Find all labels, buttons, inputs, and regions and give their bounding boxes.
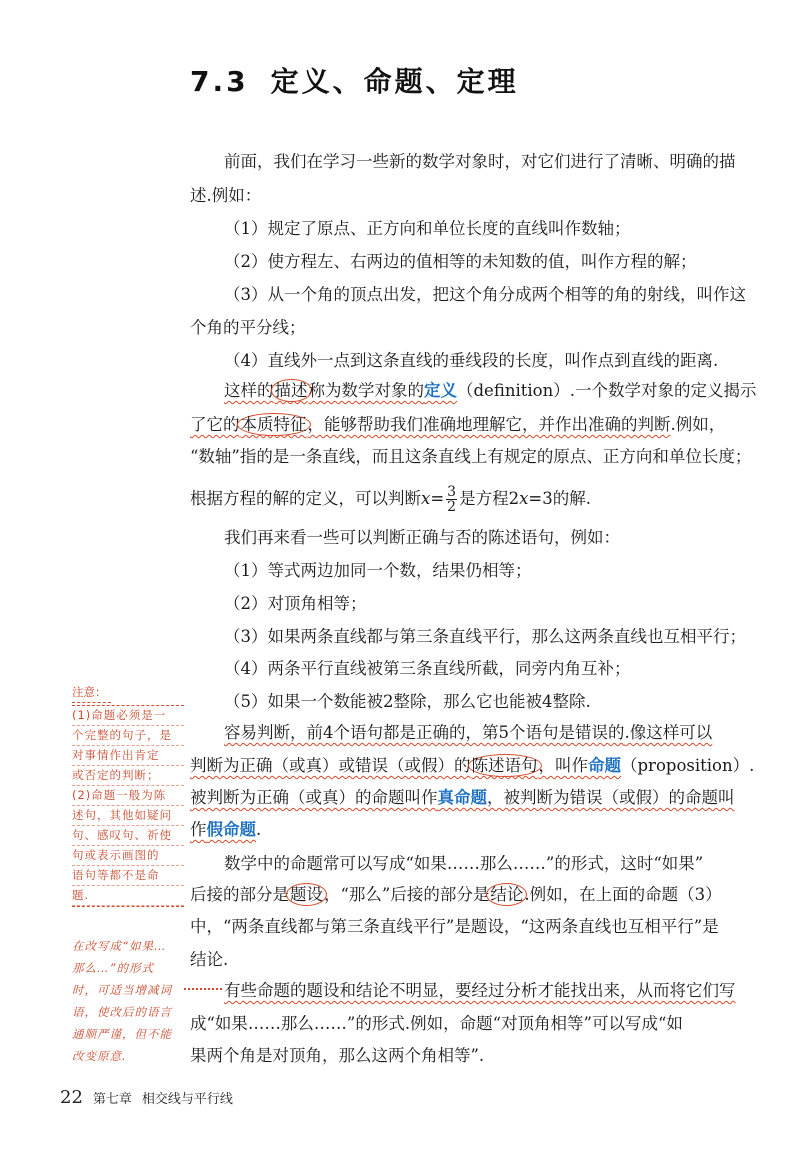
keyword-false-proposition: 假命题 — [206, 820, 256, 839]
text-span: ，“那么”后接的部分是 — [324, 885, 490, 904]
side-note-line: 语句等都不是命 — [72, 866, 184, 886]
handwritten-note-line: 语，使改后的语言 — [72, 1005, 172, 1019]
text-span: .例如，在上面的命题（3） — [524, 885, 722, 904]
circled-term: 题设 — [286, 883, 327, 906]
fraction-numerator: 3 — [447, 484, 457, 500]
chapter-label: 第七章 — [92, 1092, 132, 1107]
text-span: 是方程2 — [459, 489, 520, 508]
list-item: （1）等式两边加同一个数，结果仍相等； — [224, 561, 532, 580]
text-line: 述.例如： — [190, 186, 262, 205]
page-footer — [60, 1087, 233, 1108]
side-note-body — [72, 705, 184, 907]
text-span: .例如， — [670, 415, 726, 434]
text-span: 判断为正确（或真）或错误（或假）的 — [190, 756, 471, 775]
handwritten-note — [72, 935, 197, 1067]
side-note — [72, 683, 184, 907]
proposition-line — [190, 755, 754, 777]
text-span: 后接的部分是 — [190, 885, 289, 904]
fraction — [446, 485, 457, 514]
list-item: （4）两条平行直线被第三条直线所截，同旁内角互补； — [224, 659, 631, 678]
list-item: （2）使方程左、右两边的值相等的未知数的值，叫作方程的解； — [224, 252, 697, 271]
list-item: （3）如果两条直线都与第三条直线平行，那么这两条直线也互相平行； — [224, 627, 746, 646]
page-number: 22 — [60, 1087, 83, 1108]
circled-term: 陈述语句 — [468, 754, 542, 777]
text-line: 数学中的命题常可以写成“如果……那么……”的形式，这时“如果” — [224, 854, 704, 873]
chapter-title: 相交线与平行线 — [141, 1092, 233, 1107]
text-line: 果两个角是对顶角，那么这两个角相等”. — [190, 1046, 485, 1065]
text-line — [190, 485, 591, 514]
text-span: ，能够帮助我们准确地理解它，并作出准确的判断 — [307, 415, 671, 434]
text-line — [190, 884, 722, 906]
list-item: （1）规定了原点、正方向和单位长度的直线叫作数轴； — [224, 219, 631, 238]
text-span: （proposition）. — [621, 756, 755, 775]
text-line: 结论. — [190, 950, 229, 969]
side-note-line: 或否定的判断； — [72, 766, 184, 786]
handwritten-note-line: 在改写成“如果… — [72, 939, 167, 953]
handwritten-note-line: 改变原意. — [72, 1049, 127, 1063]
math-var: x — [421, 489, 431, 508]
text-line: 中，“两条直线都与第三条直线平行”是题设，“这两条直线也互相平行”是 — [190, 917, 719, 936]
definition-line — [224, 380, 756, 402]
text-line — [224, 980, 736, 1002]
side-note-heading: 注意： — [72, 683, 111, 703]
text-span: 容易判断，前4个语句都是正确的，第5个语句是错误的 — [224, 723, 625, 742]
side-note-line: 句或表示画图的 — [72, 846, 184, 866]
text-span: 了它的 — [190, 415, 240, 434]
text-span: （definition）.一个数学对象的定义揭示 — [457, 381, 757, 400]
section-title-text: 定义、命题、定理 — [270, 65, 519, 98]
text-line: 成“如果……那么……”的形式.例如，命题“对顶角相等”可以写成“如 — [190, 1014, 683, 1033]
text-line: 我们再来看一些可以判断正确与否的陈述语句，例如： — [224, 528, 620, 547]
math-var: x — [519, 489, 529, 508]
text-span: 根据方程的解的定义，可以判断 — [190, 489, 421, 508]
text-span: ，叫作 — [538, 756, 588, 775]
text-span: 被判断为正确（或真）的命题叫作 — [190, 788, 438, 807]
side-note-line: 对事情作出肯定 — [72, 746, 184, 766]
proposition-line — [190, 819, 261, 841]
proposition-line — [190, 787, 735, 809]
section-number: 7.3 — [190, 65, 249, 98]
text-span: .像这样可以 — [624, 723, 713, 742]
circled-term: 结论 — [486, 883, 527, 906]
text-span: = — [430, 489, 445, 508]
side-note-line: (2)命题一般为陈 — [72, 786, 184, 806]
circled-term: 本质特征 — [237, 413, 311, 436]
text-span: =3的解. — [528, 489, 591, 508]
side-note-line: 题. — [72, 886, 184, 906]
text-line: “数轴”指的是一条直线，而且这条直线上有规定的原点、正方向和单位长度； — [190, 447, 752, 466]
text-span: 称为数学对象的 — [308, 381, 424, 400]
proposition-line — [224, 722, 712, 744]
circled-term: 描述 — [271, 379, 312, 402]
text-line: 前面，我们在学习一些新的数学对象时，对它们进行了清晰、明确的描 — [224, 152, 736, 171]
list-item: （2）对顶角相等； — [224, 594, 367, 613]
list-item: （3）从一个角的顶点出发，把这个角分成两个相等的角的射线，叫作这 — [224, 285, 746, 304]
text-span: . — [256, 820, 262, 839]
text-span: 作 — [190, 820, 207, 839]
keyword-definition: 定义 — [424, 381, 457, 400]
text-line: 个角的平分线； — [190, 318, 306, 337]
side-note-line: (1)命题必须是一 — [72, 706, 184, 726]
list-item: （5）如果一个数能被2整除，那么它也能被4整除. — [224, 692, 591, 711]
side-note-line: 句、感叹句、祈使 — [72, 826, 184, 846]
list-item: （4）直线外一点到这条直线的垂线段的长度，叫作点到直线的距离. — [224, 351, 719, 370]
text-span: 这样的 — [224, 381, 274, 400]
handwritten-note-line: 时，可适当增减词 — [72, 983, 172, 997]
section-title — [190, 60, 519, 100]
definition-line — [190, 414, 725, 436]
keyword-proposition: 命题 — [588, 756, 621, 775]
keyword-true-proposition: 真命题 — [437, 788, 487, 807]
text-span: 有些命题的题设和结论不明显，要经过分析才能找出来，从而将它们写 — [224, 981, 736, 1000]
text-span: ，被判断为错误（或假）的命题叫 — [487, 788, 735, 807]
fraction-denominator: 2 — [447, 499, 457, 515]
handwritten-note-line: 通顺严谨，但不能 — [72, 1027, 172, 1041]
side-note-line: 述句，其他如疑问 — [72, 806, 184, 826]
side-note-line: 个完整的句子，是 — [72, 726, 184, 746]
handwritten-note-line: 那么…”的形式 — [72, 961, 154, 975]
